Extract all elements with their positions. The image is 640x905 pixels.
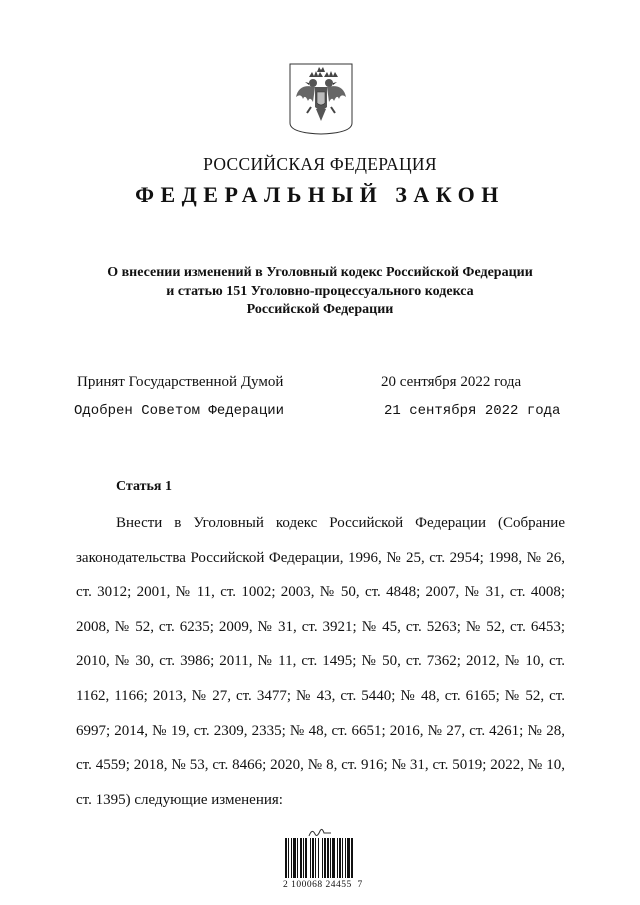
approved-by-council-label: Одобрен Советом Федерации — [74, 403, 285, 419]
barcode-number: 2 100068 24455 7 — [283, 880, 363, 890]
approved-by-council-date: 21 сентября 2022 года — [384, 403, 561, 419]
state-emblem-icon — [289, 63, 353, 135]
adopted-by-duma-label: Принят Государственной Думой — [77, 374, 284, 390]
document-type: ФЕДЕРАЛЬНЫЙ ЗАКОН — [135, 182, 505, 207]
law-title-line: Российской Федерации — [246, 302, 394, 317]
law-title-line: О внесении изменений в Уголовный кодекс Российской Федерации — [107, 265, 533, 280]
article-body-text: Внести в Уголовный кодекс Российской Федерации (Собрание законодательства Российской Федерации, 1996, № 25, ст. 2954; 1998, № 26, ст. 3012; 2001, № 11, ст. 1002; 2003, № 50, ст. 4848; 2007, № 31, ст. 4008; 2008, № 52, ст. 6235; 2009, № 31, ст. 3921; № 45, ст. 5263; № 52, ст. 6453; 2010, № 30, ст. 3986; 2011, № 11, ст. 1495; № 50, ст. 7362; 2012, № 10, ст. 1162, 1166; 2013, № 27, ст. 3477; № 43, ст. 5440; № 48, ст. 6165; № 52, ст. 6997; 2014, № 19, ст. 2309, 2335; № 48, ст. 6651; 2016, № 27, ст. 4261; № 28, ст. 4559; 2018, № 53, ст. 8466; 2020, № 8, ст. 916; № 31, ст. 5019; 2022, № 10, ст. 1395) следующие изменения: — [76, 515, 565, 808]
signature-mark-icon — [308, 826, 332, 838]
law-title-line: и статью 151 Уголовно-процессуального кодекса — [166, 284, 474, 299]
country-name: РОССИЙСКАЯ ФЕДЕРАЦИЯ — [203, 154, 437, 174]
barcode-icon — [285, 838, 362, 878]
adopted-by-duma-date: 20 сентября 2022 года — [381, 374, 522, 390]
article-heading: Статья 1 — [116, 479, 172, 494]
